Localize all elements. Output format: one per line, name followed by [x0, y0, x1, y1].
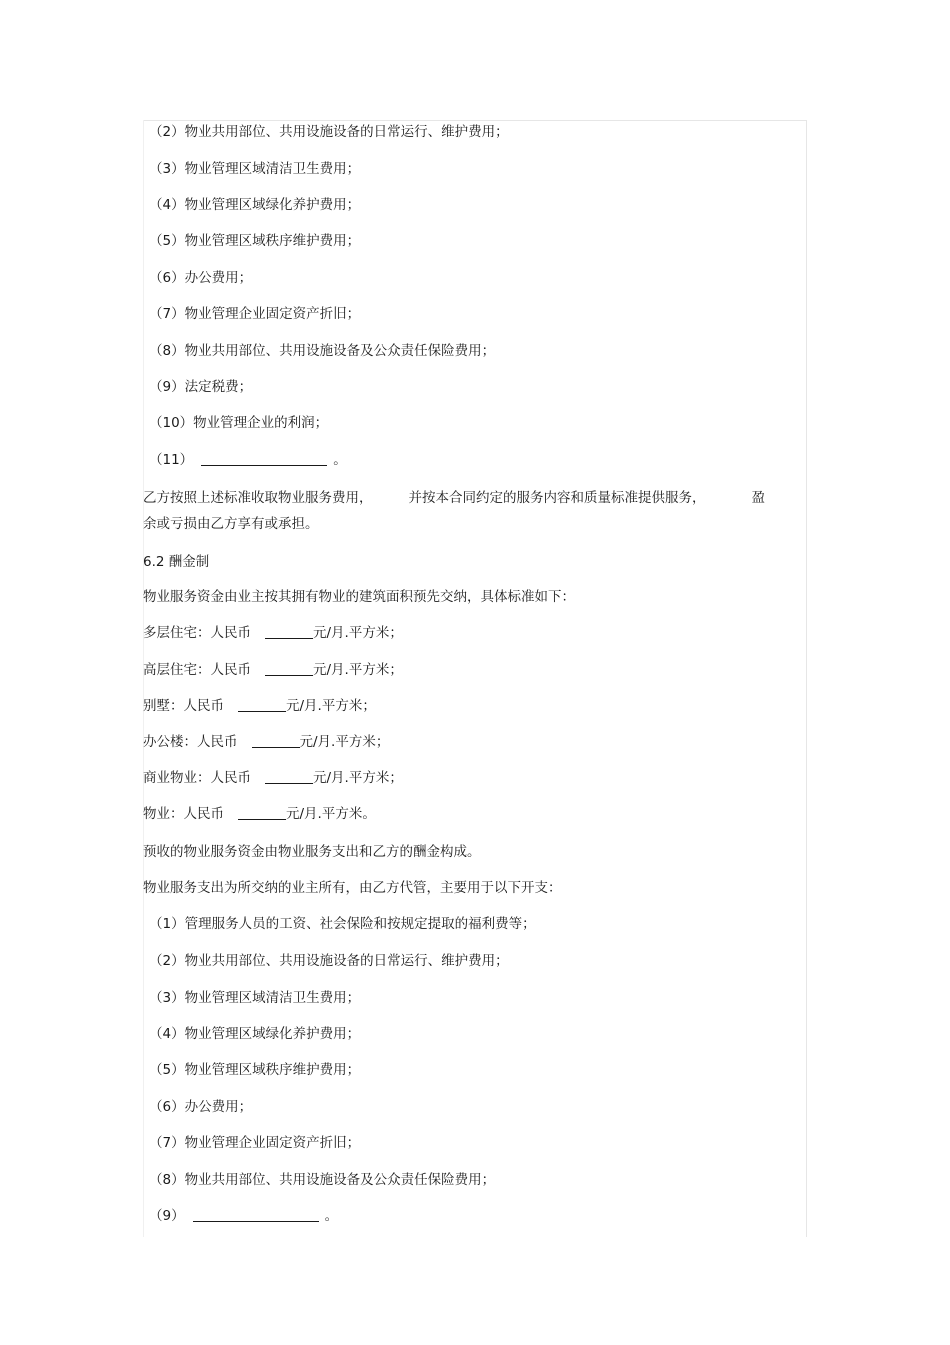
upper-list-item-11	[149, 451, 347, 469]
lower-list-item: （1）管理服务人员的工资、社会保险和按规定提取的福利费等；	[149, 916, 536, 932]
lower-list-item: （5）物业管理区域秩序维护费用；	[149, 1062, 361, 1078]
upper-list-item: （5）物业管理区域秩序维护费用；	[149, 233, 361, 249]
item9-label: （9）	[149, 1208, 185, 1224]
expense-intro: 物业服务支出为所交纳的业主所有，由乙方代管，主要用于以下开支：	[143, 880, 562, 896]
fee-row-villa: 别墅：人民币 元/月.平方米；	[143, 698, 376, 714]
item11-blank	[201, 451, 327, 466]
upper-list-item: （4）物业管理区域绿化养护费用；	[149, 197, 361, 213]
frame-right-border	[806, 120, 807, 1237]
upper-list-item: （8）物业共用部位、共用设施设备及公众责任保险费用；	[149, 343, 496, 359]
item11-label: （11）	[149, 452, 194, 468]
lower-list-item: （8）物业共用部位、共用设施设备及公众责任保险费用；	[149, 1172, 496, 1188]
upper-list-item: （9）法定税费；	[149, 379, 253, 395]
composition-text: 预收的物业服务资金由物业服务支出和乙方的酬金构成。	[143, 844, 481, 860]
upper-list-item: （6）办公费用；	[149, 270, 253, 286]
item11-end: 。	[333, 452, 347, 468]
upper-list-item: （10）物业管理企业的利润；	[149, 415, 329, 431]
section-heading: 6.2 酬金制	[143, 554, 210, 570]
frame-top-border	[143, 120, 807, 121]
item9-end: 。	[324, 1208, 339, 1224]
item9-blank	[193, 1207, 319, 1222]
paragraph-line-1: 乙方按照上述标准收取物业服务费用， 并按本合同约定的服务内容和质量标准提供服务， 盈	[143, 490, 765, 506]
lower-list-item: （6）办公费用；	[149, 1099, 253, 1115]
standard-intro: 物业服务资金由业主按其拥有物业的建筑面积预先交纳，具体标准如下：	[143, 589, 575, 605]
lower-list-item-9	[149, 1207, 338, 1225]
lower-list-item: （2）物业共用部位、共用设施设备的日常运行、维护费用；	[149, 953, 509, 969]
upper-list-item: （3）物业管理区域清洁卫生费用；	[149, 161, 361, 177]
upper-list-item: （7）物业管理企业固定资产折旧；	[149, 306, 361, 322]
upper-list-item: （2）物业共用部位、共用设施设备的日常运行、维护费用；	[149, 124, 509, 140]
fee-row-commercial: 商业物业：人民币 元/月.平方米；	[143, 770, 403, 786]
lower-list-item: （4）物业管理区域绿化养护费用；	[149, 1026, 361, 1042]
fee-row-highrise: 高层住宅：人民币 元/月.平方米；	[143, 662, 403, 678]
paragraph-line-2: 余或亏损由乙方享有或承担。	[143, 516, 319, 532]
fee-row-multistorey: 多层住宅：人民币 元/月.平方米；	[143, 625, 403, 641]
lower-list-item: （3）物业管理区域清洁卫生费用；	[149, 990, 361, 1006]
lower-list-item: （7）物业管理企业固定资产折旧；	[149, 1135, 361, 1151]
fee-row-property: 物业：人民币 元/月.平方米。	[143, 806, 376, 822]
fee-row-office: 办公楼：人民币 元/月.平方米；	[143, 734, 390, 750]
